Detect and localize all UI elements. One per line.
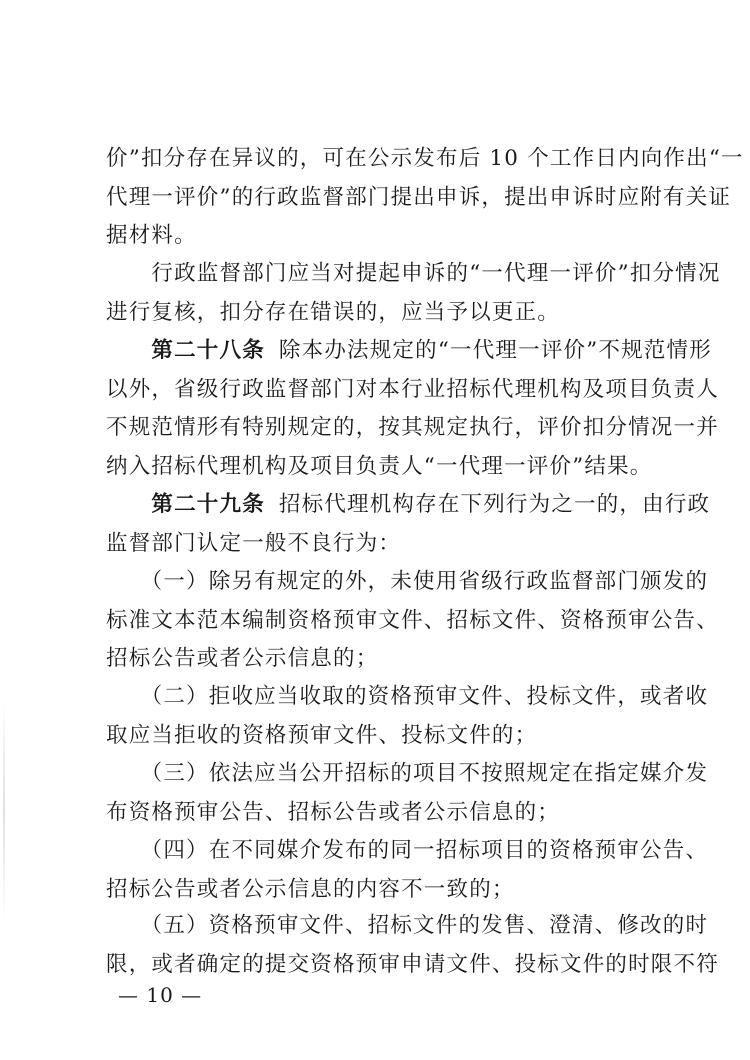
text-line xyxy=(106,332,712,371)
text-line: 进行复核，扣分存在错误的，应当予以更正。 xyxy=(106,299,561,325)
text-line: 代理一评价”的行政监督部门提出申诉，提出申诉时应附有关证 xyxy=(106,184,732,210)
paragraph xyxy=(106,140,744,256)
text-line: 招标公告或者公示信息的内容不一致的； xyxy=(106,876,515,902)
text-line: 以外，省级行政监督部门对本行业招标代理机构及项目负责人 xyxy=(106,376,719,402)
text-line: 取应当拒收的资格预审文件、投标文件的； xyxy=(106,722,538,748)
list-item xyxy=(106,678,709,755)
text-span: 招标代理机构存在下列行为之一的，由行政 xyxy=(278,492,711,517)
article-heading: 第二十九条 xyxy=(151,492,265,517)
paragraph xyxy=(106,255,721,332)
text-line xyxy=(106,486,711,525)
text-span: 除本办法规定的“一代理一评价”不规范情形 xyxy=(278,338,712,363)
list-item xyxy=(106,755,709,832)
text-line: 招标公告或者公示信息的； xyxy=(106,646,379,671)
text-line: 标准文本范本编制资格预审文件、招标文件、资格预审公告、 xyxy=(106,607,719,633)
list-item xyxy=(106,563,719,679)
scan-edge-shadow xyxy=(3,700,5,920)
text-line: 行政监督部门应当对提起申诉的“一代理一评价”扣分情况 xyxy=(106,261,721,286)
text-line: （五）资格预审文件、招标文件的发售、澄清、修改的时 xyxy=(106,913,709,938)
article-28 xyxy=(106,332,719,486)
text-line: 价”扣分存在异议的，可在公示发布后 10 个工作日内向作出“一 xyxy=(106,146,744,171)
text-line: （二）拒收应当收取的资格预审文件、投标文件，或者收 xyxy=(106,684,709,709)
text-line: 纳入招标代理机构及项目负责人“一代理一评价”结果。 xyxy=(106,453,653,479)
list-item xyxy=(106,832,709,909)
text-line: （三）依法应当公开招标的项目不按照规定在指定媒介发 xyxy=(106,761,709,786)
article-29 xyxy=(106,486,711,563)
text-line: 布资格预审公告、招标公告或者公示信息的； xyxy=(106,799,561,825)
page-number: — 10 — xyxy=(118,983,203,1007)
text-line: （一）除另有规定的外，未使用省级行政监督部门颁发的 xyxy=(106,569,709,594)
text-line: 据材料。 xyxy=(106,223,197,248)
text-line: 监督部门认定一般不良行为： xyxy=(106,530,402,556)
text-line: 不规范情形有特别规定的，按其规定执行，评价扣分情况一并 xyxy=(106,415,719,440)
text-line: 限，或者确定的提交资格预审申请文件、投标文件的时限不符 xyxy=(106,951,719,977)
text-line: （四）在不同媒介发布的同一招标项目的资格预审公告、 xyxy=(106,838,709,863)
list-item xyxy=(106,907,719,984)
article-heading: 第二十八条 xyxy=(151,338,265,363)
